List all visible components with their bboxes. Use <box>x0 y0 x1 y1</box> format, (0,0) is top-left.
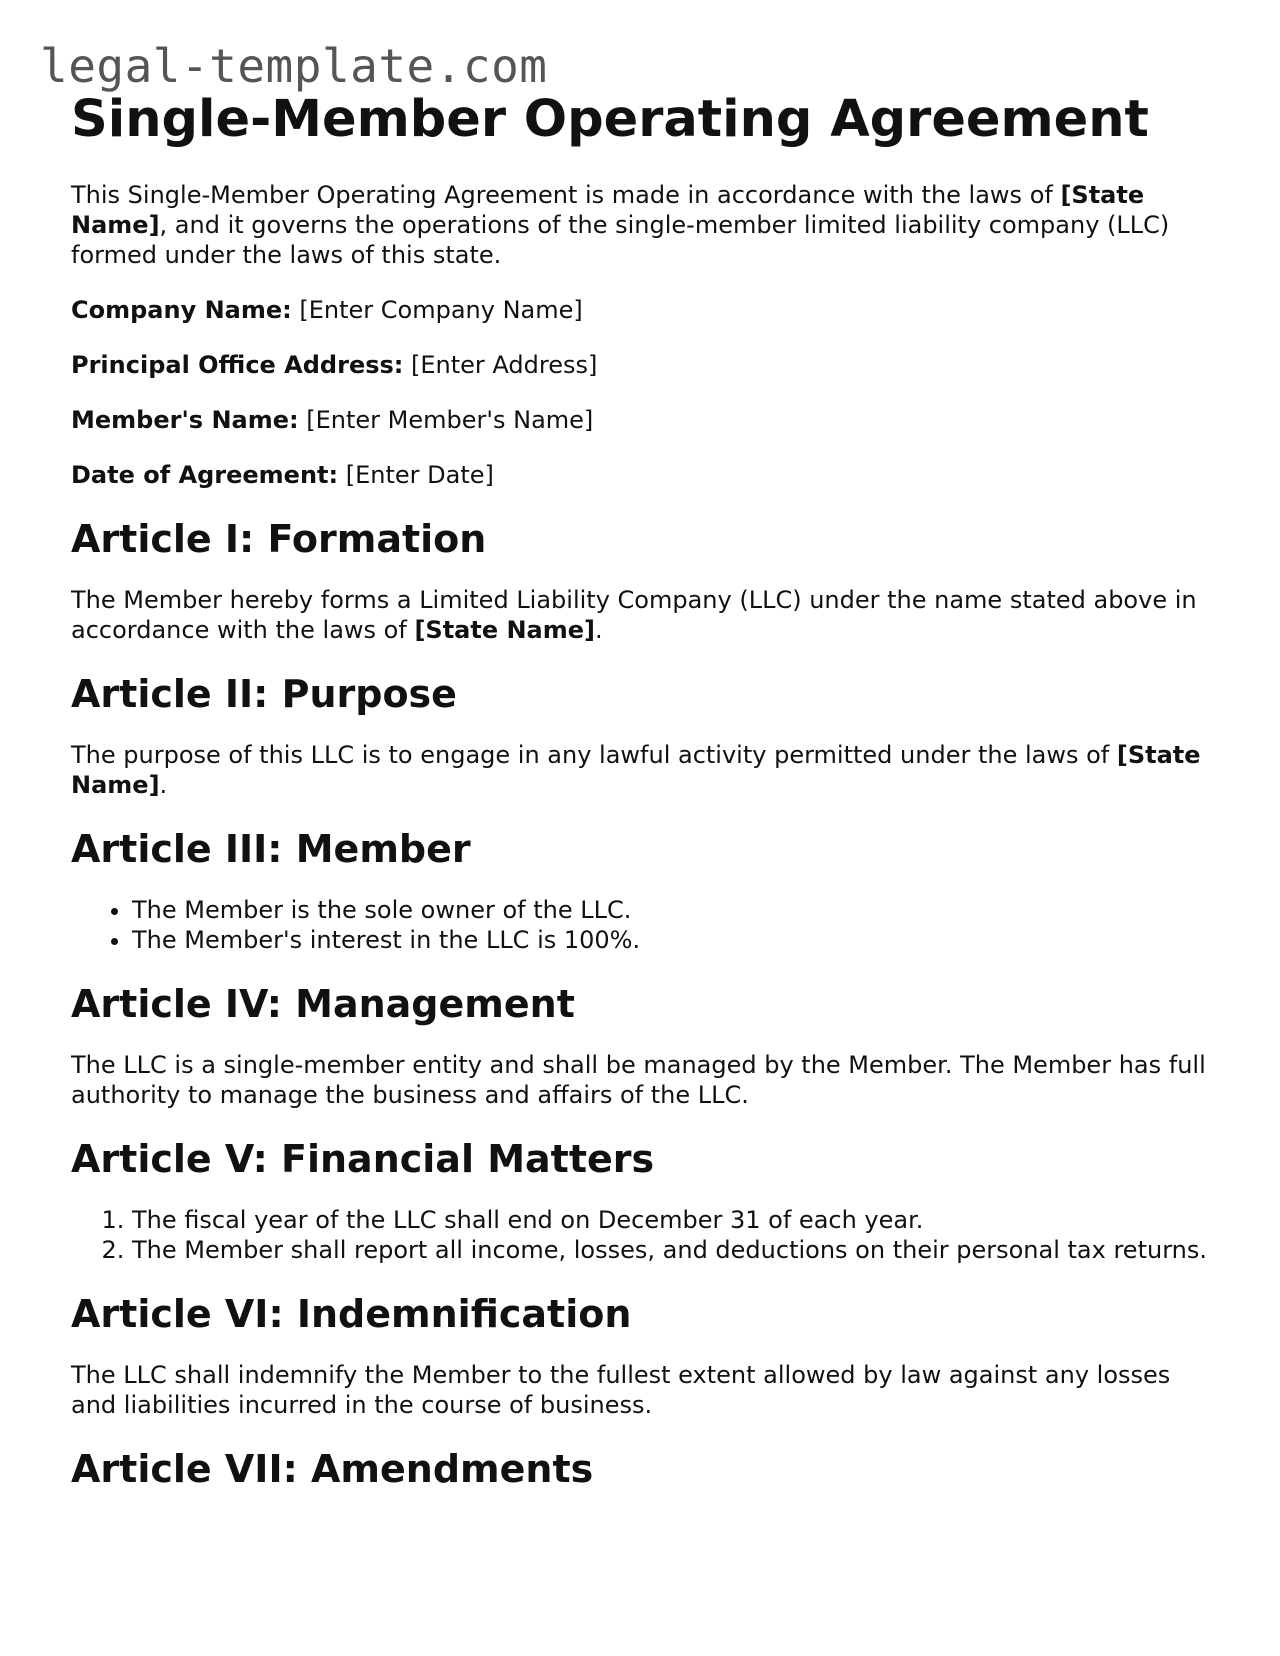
field-company-name <box>71 295 1221 325</box>
field-label: Company Name: <box>71 296 292 324</box>
article-4-heading: Article IV: Management <box>71 982 575 1026</box>
field-label: Member's Name: <box>71 406 299 434</box>
article-2-text <box>71 740 1221 800</box>
article-2-state-placeholder: [State Name] <box>71 741 1201 799</box>
article-5-list <box>71 1205 1221 1265</box>
field-date-of-agreement <box>71 460 1221 490</box>
article-3-heading: Article III: Member <box>71 827 471 871</box>
article-3-list <box>71 895 1221 955</box>
document-body <box>71 88 1221 1515</box>
article-2-text-start: The purpose of this LLC is to engage in any lawful activity permitted under the laws of <box>71 741 1117 769</box>
article-1-state-placeholder: [State Name] <box>414 616 595 644</box>
article-1-heading: Article I: Formation <box>71 517 487 561</box>
article-1-text-start: The Member hereby forms a Limited Liability Company (LLC) under the name stated above in accordance with the laws of <box>71 586 1197 644</box>
field-value: [Enter Member's Name] <box>298 406 594 434</box>
article-2-text-end: . <box>159 771 168 799</box>
field-label: Date of Agreement: <box>71 461 339 489</box>
field-member-name <box>71 405 1221 435</box>
article-6-text: The LLC shall indemnify the Member to the fullest extent allowed by law against any losses and liabilities incurred in the course of business. <box>71 1361 1171 1419</box>
list-item: • The Member is the sole owner of the LLC. <box>132 895 1221 925</box>
intro-paragraph <box>71 180 1221 270</box>
article-5-heading: Article V: Financial Matters <box>71 1137 655 1181</box>
watermark-text: legal-template.com <box>40 39 548 93</box>
article-1-text-end: . <box>595 616 603 644</box>
field-principal-office-address <box>71 350 1221 380</box>
list-item: 2. The Member shall report all income, losses, and deductions on their personal tax returns. <box>132 1235 1221 1265</box>
article-2-heading: Article II: Purpose <box>71 672 457 716</box>
article-7-heading: Article VII: Amendments <box>71 1447 594 1491</box>
field-value: [Enter Date] <box>338 461 494 489</box>
article-6-heading: Article VI: Indemnification <box>71 1292 632 1336</box>
article-4-text: The LLC is a single-member entity and shall be managed by the Member. The Member has full authority to manage the business and affairs of the LLC. <box>71 1051 1206 1109</box>
document-title: Single-Member Operating Agreement <box>71 90 1149 149</box>
list-item: • The Member's interest in the LLC is 100%. <box>132 925 1221 955</box>
intro-state-placeholder: [State Name] <box>71 181 1145 239</box>
intro-text-end: , and it governs the operations of the single-member limited liability company (LLC) formed under the laws of this state. <box>71 211 1170 269</box>
field-value: [Enter Company Name] <box>291 296 583 324</box>
list-item: 1. The fiscal year of the LLC shall end on December 31 of each year. <box>132 1205 1221 1235</box>
field-label: Principal Office Address: <box>71 351 404 379</box>
field-value: [Enter Address] <box>403 351 598 379</box>
article-1-text <box>71 585 1221 645</box>
intro-text-start: This Single-Member Operating Agreement is made in accordance with the laws of <box>71 181 1061 209</box>
